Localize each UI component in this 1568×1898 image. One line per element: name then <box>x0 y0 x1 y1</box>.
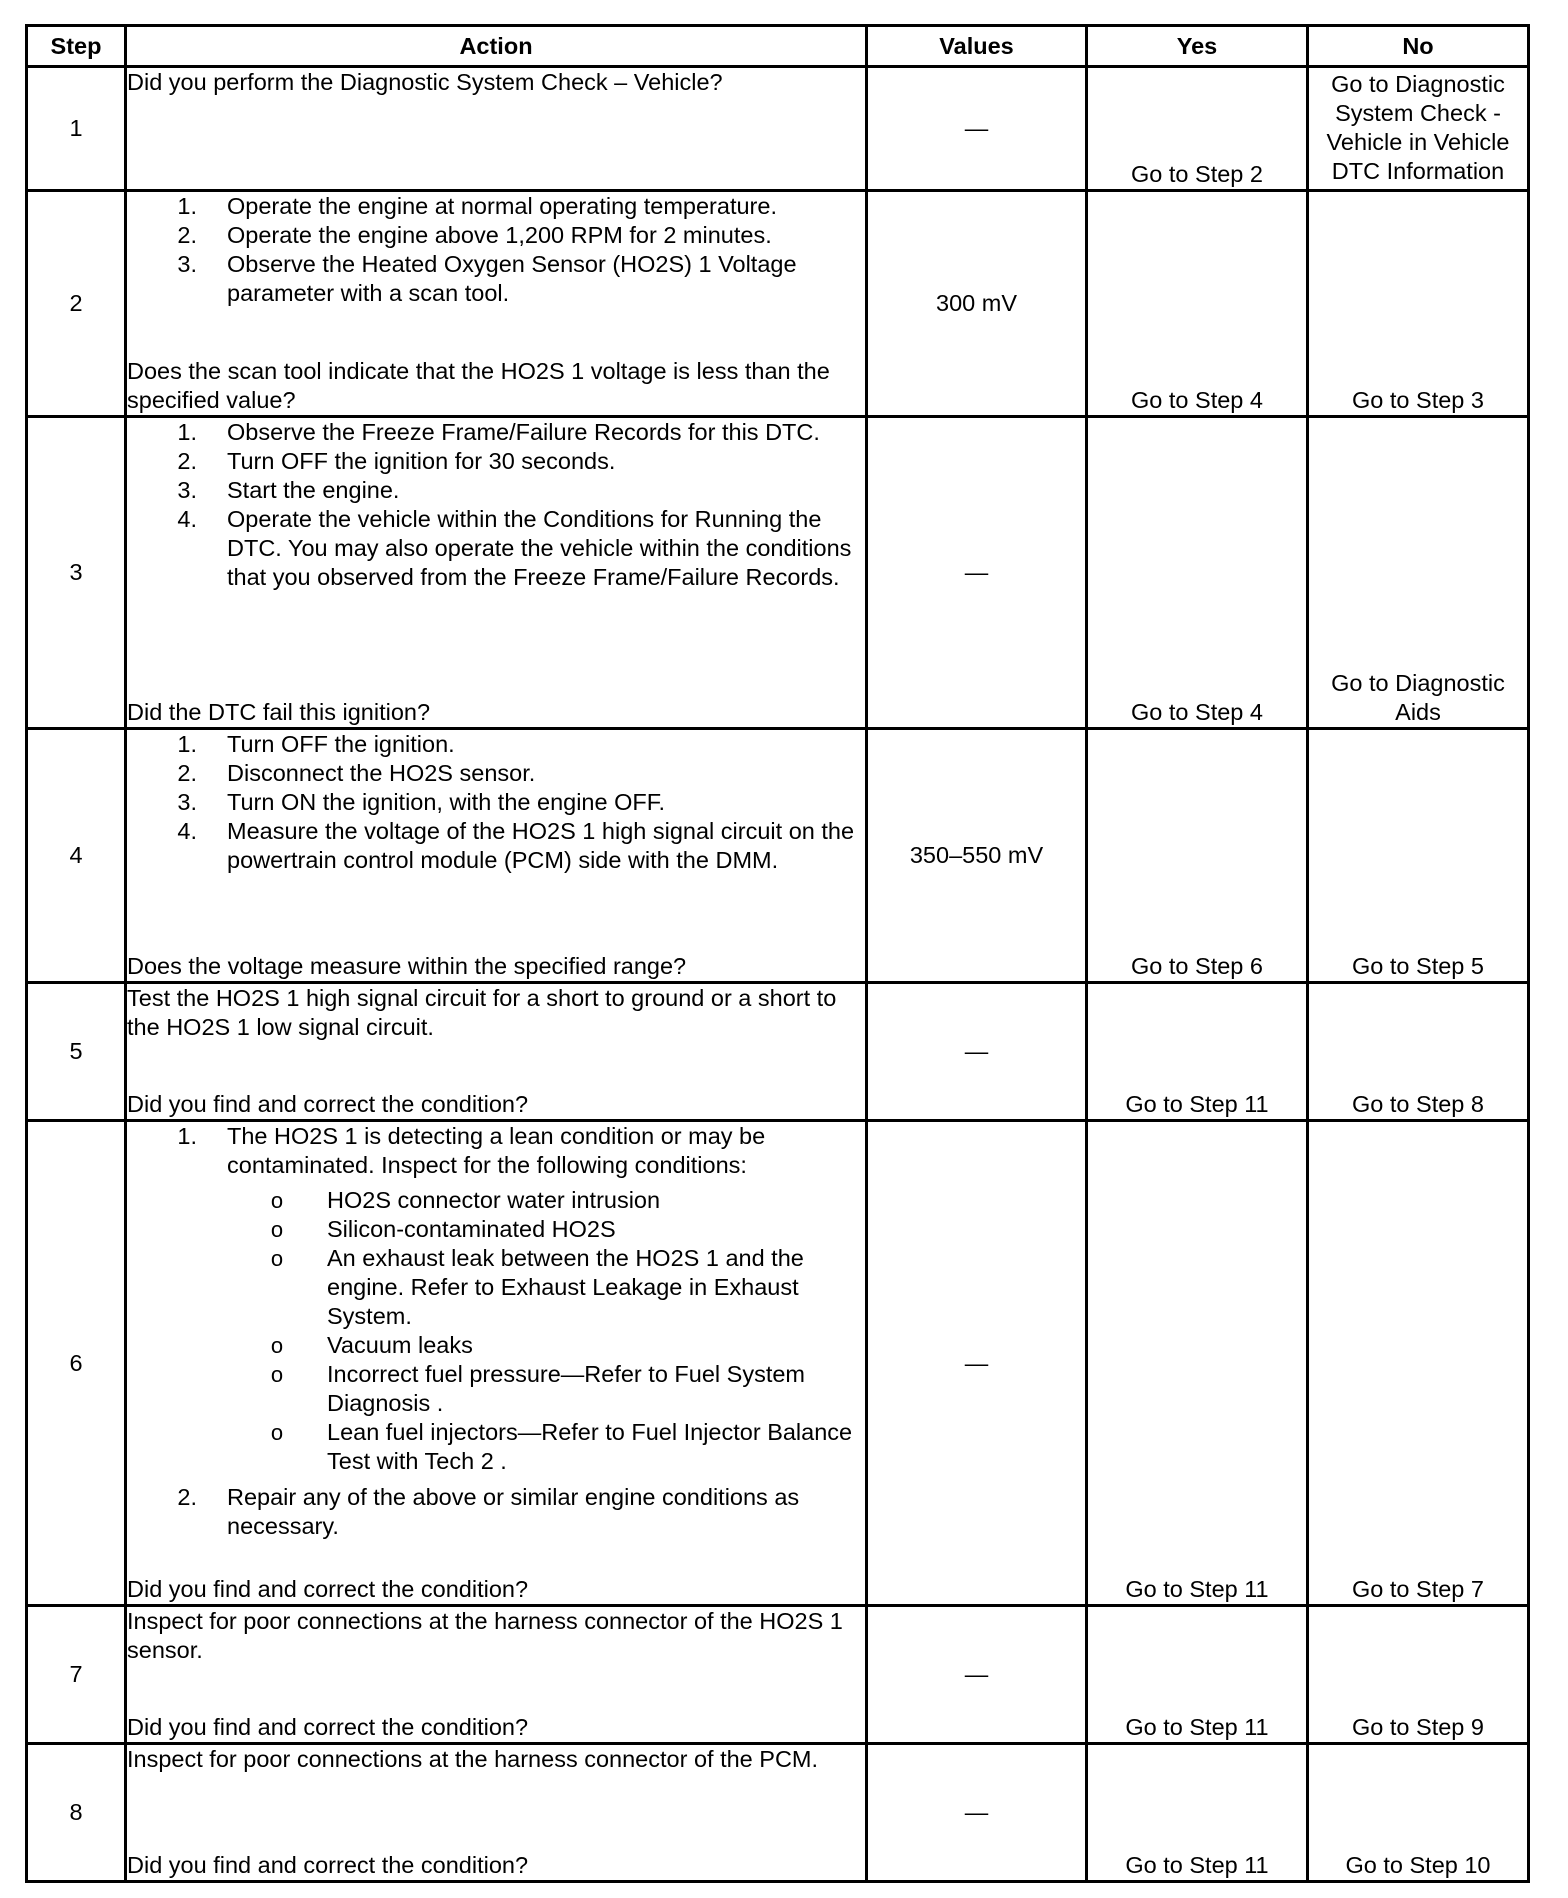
list-item: o Lean fuel injectors—Refer to Fuel Injector Balance Test with Tech 2 . <box>270 1419 853 1475</box>
instruction-list <box>127 192 865 308</box>
yes-cell: Go to Step 11 <box>1087 1744 1308 1882</box>
table-row-step-2 <box>27 191 1529 417</box>
yes-cell: Go to Step 11 <box>1087 983 1308 1121</box>
table-row-step-8 <box>27 1744 1529 1882</box>
list-item: o Incorrect fuel pressure—Refer to Fuel System Diagnosis . <box>270 1361 806 1417</box>
list-item: 2. Turn OFF the ignition for 30 seconds. <box>177 448 616 474</box>
table-row-step-7 <box>27 1606 1529 1744</box>
list-item: o Silicon-contaminated HO2S <box>270 1216 616 1243</box>
step-number: 2 <box>27 191 126 417</box>
action-cell <box>126 1121 867 1606</box>
action-cell <box>126 191 867 417</box>
diagnostic-table <box>25 24 1530 1883</box>
action-text: Inspect for poor connections at the harness connector of the PCM. <box>127 1746 819 1772</box>
no-cell: Go to Step 10 <box>1308 1744 1529 1882</box>
values-cell: — <box>867 1121 1087 1606</box>
action-question: Did you find and correct the condition? <box>127 1575 529 1602</box>
action-question: Does the voltage measure within the specified range? <box>127 953 687 979</box>
yes-cell: Go to Step 11 <box>1087 1606 1308 1744</box>
action-cell <box>126 729 867 983</box>
header-action: Action <box>126 26 867 67</box>
no-cell: Go to Diagnostic System Check - Vehicle in Vehicle DTC Information <box>1308 67 1529 191</box>
yes-cell: Go to Step 11 <box>1087 1121 1308 1606</box>
action-question: Did the DTC fail this ignition? <box>127 699 431 725</box>
list-item: 4. Measure the voltage of the HO2S 1 high signal circuit on the powertrain control module (PCM) side with the DMM. <box>177 818 855 873</box>
values-cell: — <box>867 1606 1087 1744</box>
list-item: 1. Observe the Freeze Frame/Failure Records for this DTC. <box>177 419 820 445</box>
no-cell: Go to Diagnostic Aids <box>1308 417 1529 729</box>
instruction-list <box>127 730 865 875</box>
header-step: Step <box>27 26 126 67</box>
step-number: 7 <box>27 1606 126 1744</box>
list-item: 2. Repair any of the above or similar engine conditions as necessary. <box>177 1483 800 1539</box>
action-text: Test the HO2S 1 high signal circuit for a short to ground or a short to the HO2S 1 low signal circuit. <box>127 985 837 1040</box>
no-cell: Go to Step 5 <box>1308 729 1529 983</box>
list-item: 3. Observe the Heated Oxygen Sensor (HO2S) 1 Voltage parameter with a scan tool. <box>177 251 797 306</box>
values-cell: 300 mV <box>867 191 1087 417</box>
list-item: 1. Operate the engine at normal operating temperature. <box>177 193 777 219</box>
values-cell: — <box>867 1744 1087 1882</box>
step-number: 4 <box>27 729 126 983</box>
step-number: 5 <box>27 983 126 1121</box>
list-item: 3. Turn ON the ignition, with the engine OFF. <box>177 789 666 815</box>
action-cell <box>126 983 867 1121</box>
yes-cell: Go to Step 4 <box>1087 191 1308 417</box>
no-cell: Go to Step 8 <box>1308 983 1529 1121</box>
list-item: o Vacuum leaks <box>270 1332 473 1359</box>
yes-cell: Go to Step 4 <box>1087 417 1308 729</box>
action-question: Did you find and correct the condition? <box>127 1852 529 1878</box>
instruction-list <box>127 1483 865 1541</box>
list-item: 3. Start the engine. <box>177 477 400 503</box>
table-row-step-4 <box>27 729 1529 983</box>
yes-cell: Go to Step 2 <box>1087 67 1308 191</box>
table-row-step-6 <box>27 1121 1529 1606</box>
values-cell: — <box>867 67 1087 191</box>
step-number: 1 <box>27 67 126 191</box>
header-values: Values <box>867 26 1087 67</box>
table-row-step-3 <box>27 417 1529 729</box>
header-no: No <box>1308 26 1529 67</box>
list-item: o HO2S connector water intrusion <box>270 1187 661 1214</box>
action-question: Does the scan tool indicate that the HO2S 1 voltage is less than the specified value? <box>127 358 830 413</box>
list-item: 1. The HO2S 1 is detecting a lean condition or may be contaminated. Inspect for the following conditions: <box>177 1123 766 1178</box>
action-cell <box>126 1606 867 1744</box>
header-row <box>27 26 1529 67</box>
values-cell: 350–550 mV <box>867 729 1087 983</box>
action-question: Did you find and correct the condition? <box>127 1091 529 1117</box>
list-item: 4. Operate the vehicle within the Conditions for Running the DTC. You may also operate the vehicle within the conditions that you observed from the Freeze Frame/Failure Records. <box>177 506 852 590</box>
instruction-list <box>127 1122 865 1180</box>
condition-list <box>127 1186 865 1476</box>
step-number: 8 <box>27 1744 126 1882</box>
no-cell: Go to Step 7 <box>1308 1121 1529 1606</box>
values-cell: — <box>867 983 1087 1121</box>
no-cell: Go to Step 9 <box>1308 1606 1529 1744</box>
action-cell <box>126 67 867 191</box>
action-cell <box>126 1744 867 1882</box>
action-question: Did you find and correct the condition? <box>127 1714 529 1740</box>
table-row-step-1 <box>27 67 1529 191</box>
list-item: 2. Disconnect the HO2S sensor. <box>177 760 536 786</box>
yes-cell: Go to Step 6 <box>1087 729 1308 983</box>
list-item: o An exhaust leak between the HO2S 1 and the engine. Refer to Exhaust Leakage in Exhaust System. <box>270 1245 804 1330</box>
header-yes: Yes <box>1087 26 1308 67</box>
no-cell: Go to Step 3 <box>1308 191 1529 417</box>
table-row-step-5 <box>27 983 1529 1121</box>
values-cell: — <box>867 417 1087 729</box>
action-cell <box>126 417 867 729</box>
instruction-list <box>127 418 865 592</box>
step-number: 6 <box>27 1121 126 1606</box>
step-number: 3 <box>27 417 126 729</box>
list-item: 1. Turn OFF the ignition. <box>177 731 455 757</box>
action-text: Did you perform the Diagnostic System Check – Vehicle? <box>127 69 723 95</box>
action-text: Inspect for poor connections at the harness connector of the HO2S 1 sensor. <box>127 1608 843 1663</box>
list-item: 2. Operate the engine above 1,200 RPM for 2 minutes. <box>177 222 772 248</box>
